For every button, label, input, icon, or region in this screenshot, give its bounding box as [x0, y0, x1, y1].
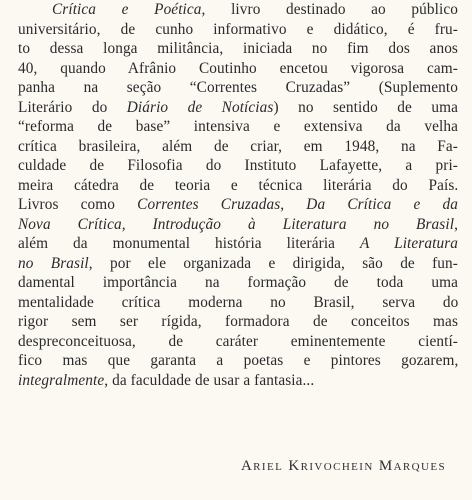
- text-line: [18, 0, 458, 20]
- text-segment: damental importância na formação de toda uma: [18, 274, 458, 291]
- italic-text: Diário de Notícias: [126, 98, 274, 116]
- text-segment: , da faculdade de usar a fantasia...: [104, 371, 315, 389]
- text-line: [18, 156, 458, 176]
- text-line: [18, 215, 458, 235]
- text-line: [18, 59, 458, 79]
- text-segment: “reforma de base” intensiva e extensiva da velha: [18, 118, 458, 135]
- text-line: [18, 332, 458, 352]
- text-segment: Literário do: [18, 98, 127, 116]
- text-segment: 40, quando Afrânio Coutinho encetou vigorosa cam-: [18, 59, 458, 77]
- text-segment: mentalidade crítica moderna no Brasil, serva do: [18, 293, 459, 311]
- text-line: [18, 98, 458, 118]
- italic-text: Crítica e Poética: [52, 1, 202, 18]
- text-line: [18, 39, 458, 59]
- text-segment: despreconceituosa, de caráter eminentemente cientí-: [18, 332, 458, 350]
- text-line: [18, 273, 458, 293]
- italic-text: Nova Crítica, Introdução à Literatura no Brasil: [18, 215, 455, 233]
- text-line: [18, 312, 458, 332]
- text-segment: , livro destinado ao público: [201, 1, 458, 18]
- text-line: [18, 195, 458, 215]
- text-line: [18, 371, 458, 391]
- text-segment: culdade de Filosofia do Instituto Lafayette, a pri-: [18, 157, 458, 174]
- italic-text: no Brasil: [18, 254, 89, 272]
- text-segment: universitário, de cunho informativo e didático, é fru-: [18, 20, 458, 38]
- text-line: [18, 293, 458, 313]
- text-segment: ) no sentido de uma: [273, 98, 459, 116]
- text-segment: fico mas que garanta a poetas e pintores gozarem,: [18, 352, 459, 369]
- text-segment: além da monumental história literária: [18, 235, 360, 252]
- text-line: [18, 20, 458, 40]
- text-segment: crítica brasileira, além de criar, em 1948, na Fa-: [18, 137, 458, 155]
- text-line: [18, 176, 458, 196]
- text-segment: ,: [454, 215, 458, 233]
- text-line: [18, 254, 458, 274]
- text-segment: panha na seção “Correntes Cruzadas” (Suplemento: [18, 79, 458, 96]
- text-segment: rigor sem ser rígida, formadora de conceitos mas: [18, 313, 458, 330]
- text-segment: Livros como: [18, 196, 138, 213]
- text-segment: to dessa longa militância, iniciada no fim dos anos: [18, 40, 458, 57]
- italic-text: integralmente: [18, 371, 105, 389]
- text-line: [18, 234, 458, 254]
- text-segment: meira cátedra de teoria e técnica literária do País.: [18, 176, 459, 194]
- text-line: [18, 351, 458, 371]
- text-segment: , por ele organizada e dirigida, são de fun-: [88, 254, 458, 272]
- text-line: [18, 137, 458, 157]
- text-line: [18, 117, 458, 137]
- body-paragraph: [18, 0, 458, 390]
- author-signature: Ariel Krivochein Marques: [240, 458, 446, 474]
- text-line: [18, 78, 458, 98]
- italic-text: Correntes Cruzadas, Da Crítica e da: [137, 196, 458, 213]
- italic-text: A Literatura: [360, 235, 458, 252]
